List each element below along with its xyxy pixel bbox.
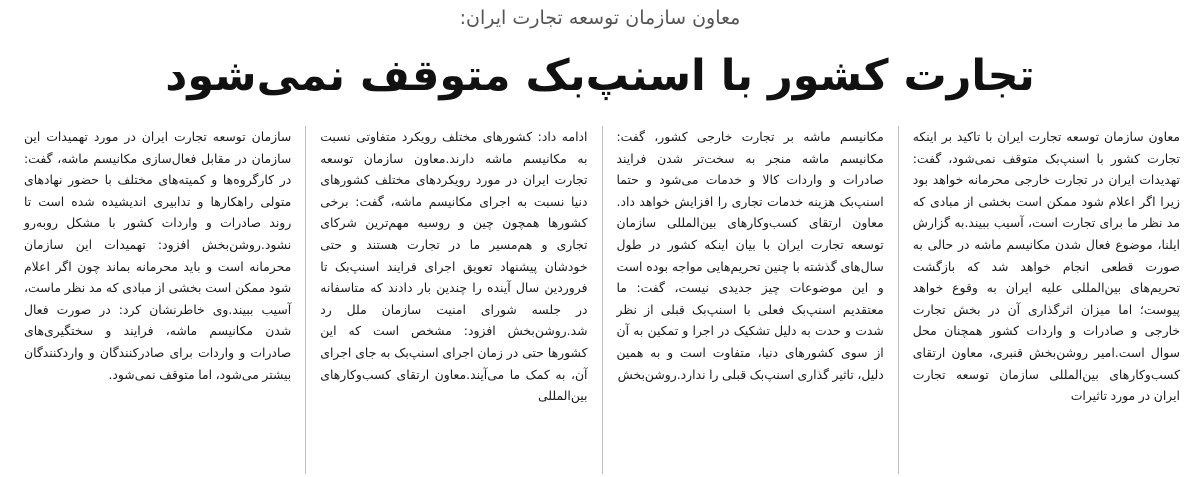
article-column-4	[10, 126, 306, 474]
article-column-2	[603, 126, 899, 474]
column-1-text: معاون سازمان توسعه تجارت ایران با تاکید بر اینکه تجارت کشور با اسنپ‌بک متوقف نمی‌شود، گفت: تهدیدات ایران در تجارت خارجی محرمانه خواهد بود زیرا اگر اعلام شود ممکن است بخشی از مبادی که مد نظر ما برای تجارت است، آسیب ببیند.به گزارش ایلنا، موضوع فعال شدن مکانیسم ماشه در حالی به صورت قطعی انجام خواهد شد که بازگشت تحریم‌های بین‌المللی علیه ایران به وقوع خواهد پیوست؛ اما میزان اثرگذاری آن در بخش تجارت خارجی و صادرات و واردات کشور همچنان محل سوال است.امیر روشن‌بخش قنبری، معاون ارتقای کسب‌وکارهای بین‌المللی سازمان توسعه تجارت ایران در مورد تاثیرات	[912, 129, 1180, 404]
article-body	[10, 126, 1194, 474]
article-column-1	[899, 126, 1194, 474]
column-3-text: ادامه داد: کشورهای مختلف رویکرد متفاوتی نسبت به مکانیسم ماشه دارند.معاون سازمان توسعه تجارت ایران در مورد رویکردهای مختلف کشورهای دنیا نسبت به اجرای مکانیسم ماشه، گفت: برخی کشورها همچون چین و روسیه مهم‌ترین شرکای تجاری و هم‌مسیر ما در تجارت هستند و حتی خودشان پیشنهاد تعویق اجرای فرایند اسنپ‌بک تا فروردین سال آینده را چندین بار دادند که متاسفانه در جلسه شورای امنیت سازمان ملل رد شد.روشن‌بخش افزود: مشخص است که این کشورها حتی در زمان اجرای اسنپ‌بک به جای اجرای آن، به کمک ما می‌آیند.معاون ارتقای کسب‌وکارهای بین‌المللی	[320, 129, 588, 404]
article-kicker: معاون سازمان توسعه تجارت ایران:	[459, 7, 741, 29]
article-headline: تجارت کشور با اسنپ‌بک متوقف نمی‌شود	[165, 51, 1035, 101]
column-2-text: مکانیسم ماشه بر تجارت خارجی کشور، گفت: مکانیسم ماشه منجر به سخت‌تر شدن فرایند صادرات و واردات کالا و خدمات می‌شود و حتما اسنپ‌بک هزینه خدمات تجاری را افزایش خواهد داد. معاون ارتقای کسب‌وکارهای بین‌المللی سازمان توسعه تجارت ایران با بیان اینکه کشور در طول سال‌های گذشته با چنین تحریم‌هایی مواجه بوده است و این موضوعات چیز جدیدی نیست، گفت: ما معتقدیم اسنپ‌بک فعلی با اسنپ‌بک قبلی از نظر شدت و حدت به دلیل تشکیک در اجرا و تمکین به آن از سوی کشورهای دنیا، متفاوت است و به همین دلیل، تاثیر گذاری اسنپ‌بک قبلی را ندارد.روشن‌بخش	[616, 129, 884, 382]
article-column-3	[306, 126, 602, 474]
column-4-text: سازمان توسعه تجارت ایران در مورد تهمیدات این سازمان در مقابل فعال‌سازی مکانیسم ماشه، گفت: در کارگروه‌ها و کمیته‌های مختلف با حضور نهادهای متولی راهکارها و تدابیری اندیشیده شده است تا روند صادرات و واردات کشور با مشکل روبه‌رو نشود.روشن‌بخش افزود: تهمیدات این سازمان محرمانه است و باید محرمانه بماند چون اگر اعلام شود ممکن است بخشی از مبادی که مد نظر ماست، آسیب ببیند.وی خاطرنشان کرد: در صورت فعال شدن مکانیسم ماشه، فرایند و سختگیری‌های صادرات و واردات برای صادرکنندگان و واردکنندگان بیشتر می‌شود، اما متوقف نمی‌شود.	[24, 129, 292, 382]
